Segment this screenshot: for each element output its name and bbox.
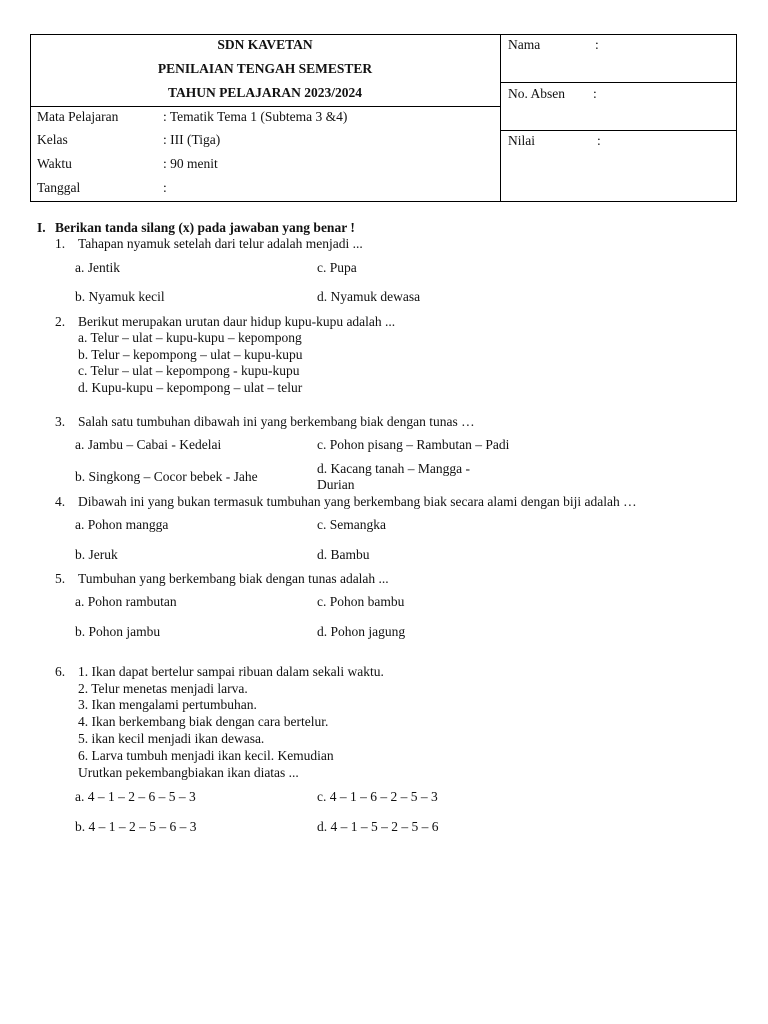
option-c: c. 4 – 1 – 6 – 2 – 5 – 3 bbox=[317, 789, 438, 804]
exam-title: PENILAIAN TENGAH SEMESTER bbox=[157, 61, 373, 76]
option-c: c. Semangka bbox=[317, 517, 386, 532]
info-value-class: : III (Tiga) bbox=[163, 132, 221, 147]
info-label-class: Kelas bbox=[37, 132, 68, 147]
question-number: 6. bbox=[55, 664, 66, 679]
question-number: 2. bbox=[55, 314, 66, 329]
info-label-time: Waktu bbox=[37, 156, 72, 171]
field-colon-score: : bbox=[597, 133, 601, 148]
option-a: a. Pohon rambutan bbox=[75, 594, 177, 609]
header-divider-right-1 bbox=[500, 82, 737, 83]
option-b: b. Nyamuk kecil bbox=[75, 289, 165, 304]
statement-line: 5. ikan kecil menjadi ikan dewasa. bbox=[78, 731, 265, 746]
question-number: 3. bbox=[55, 414, 66, 429]
field-colon-name: : bbox=[595, 37, 599, 52]
statement-line: 6. Larva tumbuh menjadi ikan kecil. Kemudian bbox=[78, 748, 334, 763]
option-d: d. Kupu-kupu – kepompong – ulat – telur bbox=[78, 380, 303, 395]
section-numeral: I. bbox=[37, 220, 46, 235]
option-c: c. Pohon bambu bbox=[317, 594, 405, 609]
option-a: a. Jambu – Cabai - Kedelai bbox=[75, 437, 222, 452]
option-d: d. Kacang tanah – Mangga - bbox=[317, 461, 470, 476]
field-label-name: Nama bbox=[508, 37, 541, 52]
option-a: a. 4 – 1 – 2 – 6 – 5 – 3 bbox=[75, 789, 196, 804]
header-divider-right-2 bbox=[500, 130, 737, 131]
field-label-score: Nilai bbox=[508, 133, 535, 148]
field-colon-absen: : bbox=[593, 86, 597, 101]
option-d: d. Pohon jagung bbox=[317, 624, 406, 639]
section-instruction: Berikan tanda silang (x) pada jawaban yang benar ! bbox=[55, 220, 355, 235]
info-value-time: : 90 menit bbox=[163, 156, 218, 171]
info-value-date: : bbox=[163, 180, 167, 195]
header-box bbox=[30, 34, 737, 202]
option-a: a. Telur – ulat – kupu-kupu – kepompong bbox=[78, 330, 302, 345]
option-b: b. 4 – 1 – 2 – 5 – 6 – 3 bbox=[75, 819, 197, 834]
school-name: SDN KAVETAN bbox=[217, 37, 313, 52]
option-c: c. Pohon pisang – Rambutan – Padi bbox=[317, 437, 510, 452]
option-d: d. Nyamuk dewasa bbox=[317, 289, 421, 304]
question-text: Salah satu tumbuhan dibawah ini yang berkembang biak dengan tunas … bbox=[78, 414, 475, 429]
question-text: Urutkan pekembangbiakan ikan diatas ... bbox=[78, 765, 299, 780]
statement-line: 1. Ikan dapat bertelur sampai ribuan dalam sekali waktu. bbox=[78, 664, 384, 679]
question-number: 5. bbox=[55, 571, 66, 586]
option-d: d. Bambu bbox=[317, 547, 370, 562]
option-d: d. 4 – 1 – 5 – 2 – 5 – 6 bbox=[317, 819, 439, 834]
info-label-date: Tanggal bbox=[37, 180, 81, 195]
info-value-subject: : Tematik Tema 1 (Subtema 3 &4) bbox=[163, 109, 348, 124]
school-year: TAHUN PELAJARAN 2023/2024 bbox=[167, 85, 362, 100]
question-text: Dibawah ini yang bukan termasuk tumbuhan yang berkembang biak secara alami dengan biji adalah … bbox=[78, 494, 637, 509]
option-a: a. Pohon mangga bbox=[75, 517, 169, 532]
option-c: c. Pupa bbox=[317, 260, 357, 275]
header-divider-left bbox=[30, 106, 500, 107]
question-text: Berikut merupakan urutan daur hidup kupu-kupu adalah ... bbox=[78, 314, 396, 329]
option-b: b. Jeruk bbox=[75, 547, 118, 562]
option-c: c. Telur – ulat – kepompong - kupu-kupu bbox=[78, 363, 300, 378]
option-b: b. Pohon jambu bbox=[75, 624, 161, 639]
option-b: b. Singkong – Cocor bebek - Jahe bbox=[75, 469, 258, 484]
option-b: b. Telur – kepompong – ulat – kupu-kupu bbox=[78, 347, 303, 362]
field-label-absen: No. Absen bbox=[508, 86, 565, 101]
question-text: Tumbuhan yang berkembang biak dengan tunas adalah ... bbox=[78, 571, 389, 586]
statement-line: 3. Ikan mengalami pertumbuhan. bbox=[78, 697, 257, 712]
question-number: 1. bbox=[55, 236, 66, 251]
header-divider-vertical bbox=[500, 34, 501, 202]
statement-line: 2. Telur menetas menjadi larva. bbox=[78, 681, 248, 696]
option-d-continuation: Durian bbox=[317, 477, 355, 492]
statement-line: 4. Ikan berkembang biak dengan cara bertelur. bbox=[78, 714, 329, 729]
option-a: a. Jentik bbox=[75, 260, 120, 275]
question-number: 4. bbox=[55, 494, 66, 509]
info-label-subject: Mata Pelajaran bbox=[37, 109, 119, 124]
question-text: Tahapan nyamuk setelah dari telur adalah menjadi ... bbox=[78, 236, 363, 251]
